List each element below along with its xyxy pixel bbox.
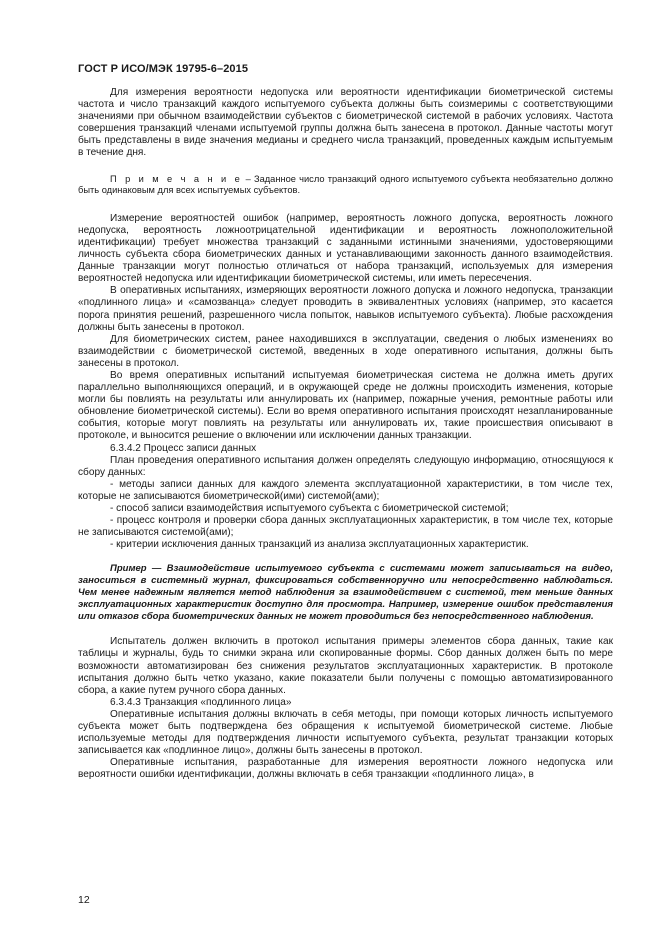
note-text: – Заданное число транзакций одного испытуемого субъекта необязательно должно быть одинаковым для всех испытуемых субъектов.: [78, 173, 613, 196]
section-heading: 6.3.4.3 Транзакция «подлинного лица»: [110, 696, 292, 708]
list-item: - процесс контроля и проверки сбора данных эксплуатационных характеристик, в том числе тех, которые не записываются системой(ами);: [78, 515, 613, 539]
paragraph: Измерение вероятностей ошибок (например, вероятность ложного допуска, вероятность ложного недопуска, вероятность ложноотрицательной идентификации и вероятность ложноположительной идентификации) требует множества транзакций с заданными истинными значениями, удостоверяющими личность субъекта сбора биометрических данных и устанавливающими законность данного взаимодействия. Данные транзакции могут полностью отличаться от набора транзакций, используемых для измерения вероятностей недопуска или идентификации биометрической системы, или иметь пересечения.: [78, 212, 613, 285]
note-label: П р и м е ч а н и е: [110, 173, 243, 184]
list-item: - критерии исключения данных транзакций из анализа эксплуатационных характеристик.: [110, 539, 529, 551]
list-item: - способ записи взаимодействия испытуемого субъекта с биометрической системой;: [110, 503, 509, 514]
section-heading: 6.3.4.2 Процесс записи данных: [110, 442, 257, 454]
paragraph: Испытатель должен включить в протокол испытания примеры элементов сбора данных, такие как таблицы и журналы, будь то снимки экрана или скопированные формы. Сбор данных должен быть по мере возможности автоматизирован без снижения результатов эксплуатационных характеристик. В протоколе испытания должно быть четко указано, какие показатели были получены с помощью автоматизированного сбора, а какие путем ручного сбора данных.: [78, 636, 613, 696]
paragraph: Во время оперативных испытаний испытуемая биометрическая система не должна иметь других параллельно выполняющихся операций, и в окружающей среде не должны происходить изменения, которые могли бы повлиять на результаты или аннулировать их (например, пожарные учения, ремонтные работы или обновление биометрической системы). Если во время оперативного испытания происходят незапланированные события, которые могут повлиять на результаты или аннулировать их, такие происшествия описывают в протоколе, и выносится решение о включении или исключении данных транзакции.: [78, 369, 613, 442]
document-header: ГОСТ Р ИСО/МЭК 19795-6–2015: [78, 63, 249, 75]
paragraph: Оперативные испытания должны включать в себя методы, при помощи которых личность испытуемого субъекта может быть подтверждена без обращения к испытуемой биометрической системе. Любые используемые методы для подтверждения личности испытуемого субъекта, результат транзакции которых записывается как «подлинное лицо», должны быть занесены в протокол.: [78, 708, 613, 757]
note: [78, 174, 613, 197]
paragraph: Для биометрических систем, ранее находившихся в эксплуатации, сведения о любых изменениях во взаимодействии с биометрической системой, введенных в ходе оперативного испытания, должны быть занесены в протокол.: [78, 333, 613, 369]
paragraph: План проведения оперативного испытания должен определять следующую информацию, относящуюся к сбору данных:: [78, 454, 613, 478]
list-item: - методы записи данных для каждого элемента эксплуатационной характеристики, в том числе тех, которые не записываются биометрической(ими) системой(ами);: [78, 478, 613, 502]
page-body: [78, 87, 613, 781]
paragraph: Для измерения вероятности недопуска или вероятности идентификации биометрической системы частота и число транзакций каждого испытуемого субъекта должны быть соизмеримы с соответствующими значениями при обычном взаимодействии субъектов с биометрической системой в рабочих условиях. Частота совершения транзакций членами испытуемой группы должна быть занесена в протокол. Данные частоты могут быть представлены в виде значения медианы и среднего числа транзакций, проведенных каждым испытуемым в течение дня.: [78, 87, 613, 159]
page-number: 12: [78, 894, 90, 906]
example-block: Пример — Взаимодействие испытуемого субъекта с системами может записываться на видео, заноситься в системный журнал, фиксироваться собственноручно или непосредственно наблюдаться. Чем менее надежным является метод наблюдения за взаимодействием с системой, тем меньше данных эксплуатационных характеристик доступно для просмотра. Например, измерение ошибок представления или отказов сбора биометрических данных не может проводиться без непосредственного наблюдения.: [78, 563, 613, 622]
paragraph: Оперативные испытания, разработанные для измерения вероятности ложного недопуска или вероятности ошибки идентификации, должны включать в себя транзакции «подлинного лица», в: [78, 757, 613, 781]
paragraph: В оперативных испытаниях, измеряющих вероятности ложного допуска и ложного недопуска, транзакции «подлинного лица» и «самозванца» следует проводить в эквивалентных условиях (например, это касается порога принятия решений, разрешенного числа попыток, навыков испытуемого субъекта). Любые расхождения должны быть занесены в протокол.: [78, 285, 613, 333]
